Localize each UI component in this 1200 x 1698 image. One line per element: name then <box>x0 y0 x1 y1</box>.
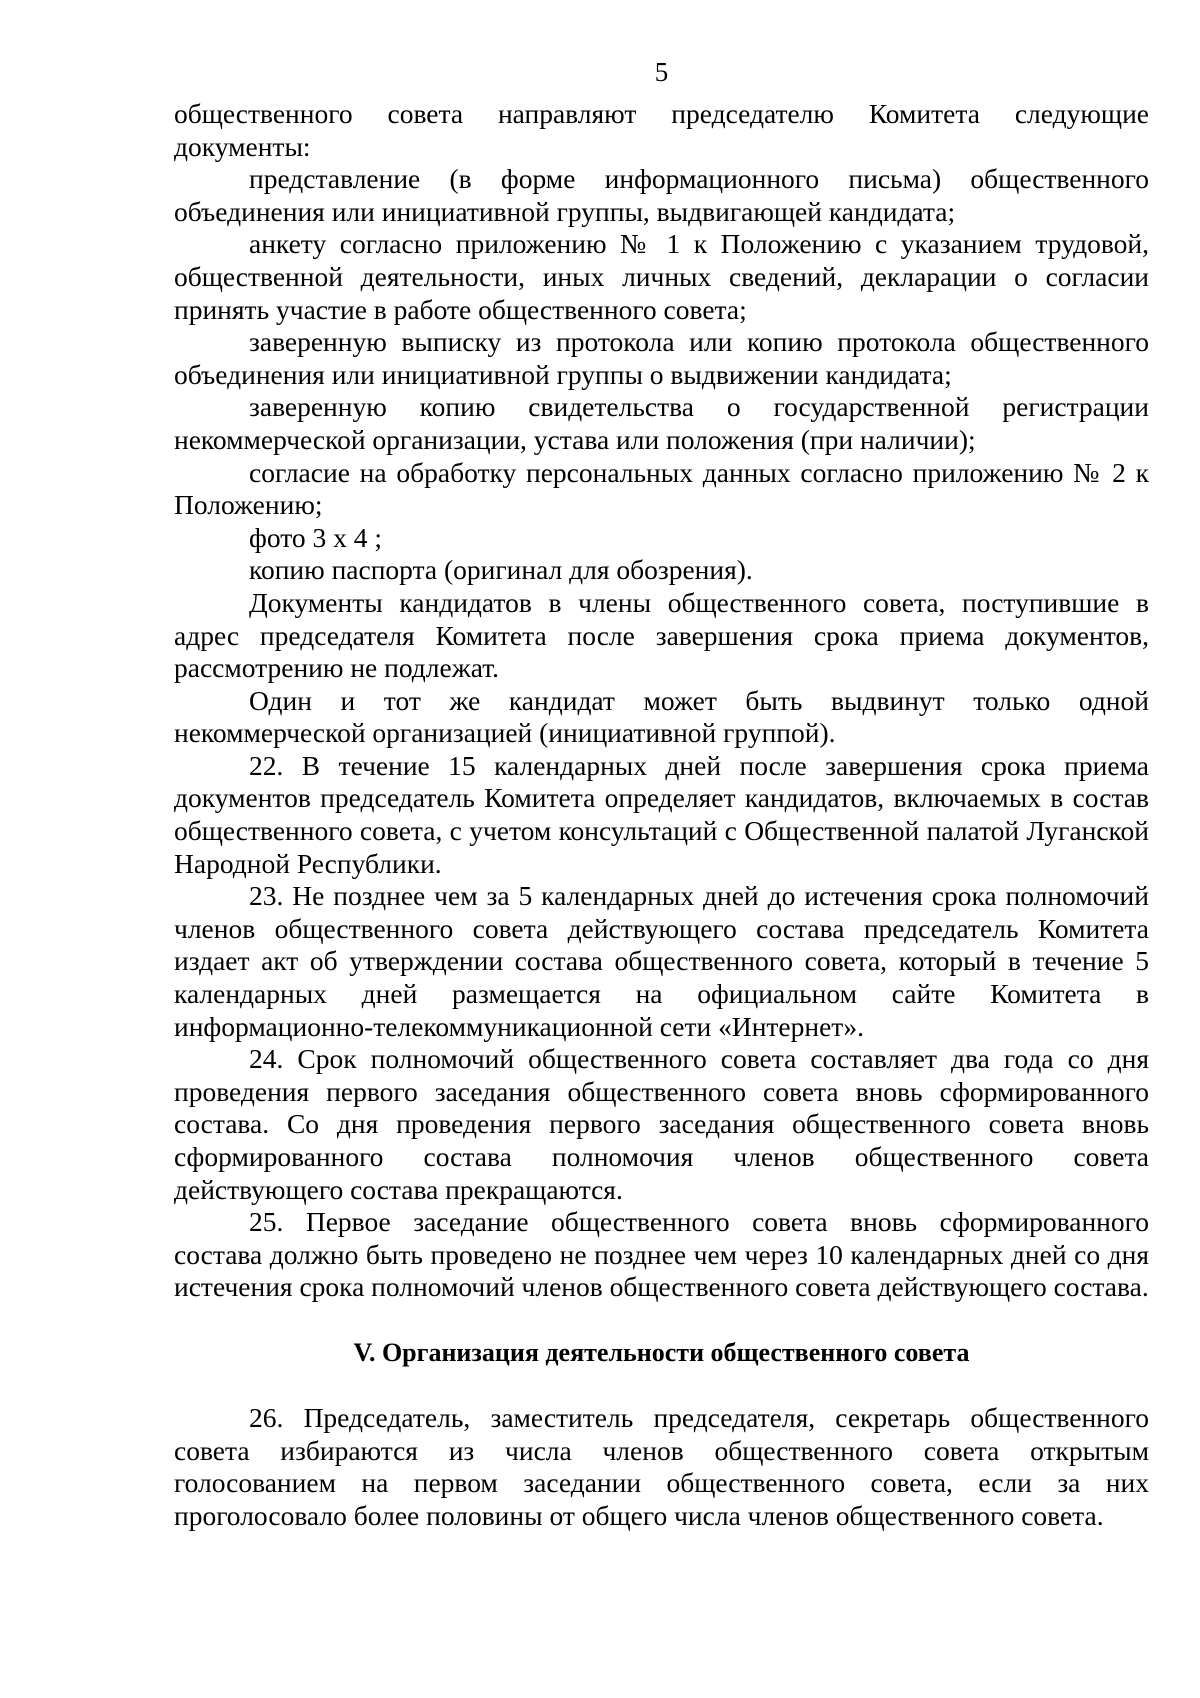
paragraph-protocol-extract: заверенную выписку из протокола или копию протокола общественного объединения или инициативной группы о выдвижении кандидата; <box>174 326 1149 390</box>
paragraph-documents-intro: общественного совета направляют председателю Комитета следующие документы: <box>174 98 1149 162</box>
paragraph-photo: фото 3 х 4 ; <box>249 521 383 553</box>
body-text-after <box>174 1402 1149 1532</box>
paragraph-personal-data-consent: согласие на обработку персональных данных согласно приложению № 2 к Положению; <box>174 456 1149 521</box>
paragraph-item-26: 26. Председатель, заместитель председателя, секретарь общественного совета избираются из числа членов общественного совета открытым голосованием на первом заседании общественного совета, если за них проголосовало более половины от общего числа членов общественного совета. <box>174 1401 1149 1531</box>
paragraph-late-documents: Документы кандидатов в члены общественного совета, поступившие в адрес председателя Комитета после завершения срока приема документов, рассмотрению не подлежат. <box>174 586 1149 684</box>
paragraph-item-22: 22. В течение 15 календарных дней после завершения срока приема документов председатель Комитета определяет кандидатов, включаемых в состав общественного совета, с учетом консультаций с Общественной палатой Луганской Народной Республики. <box>174 749 1149 879</box>
body-text-before <box>174 98 1149 1304</box>
section-heading: V. Организация деятельности общественного совета <box>353 1337 970 1367</box>
paragraph-registration-certificate: заверенную копию свидетельства о государственной регистрации некоммерческой организации, устава или положения (при наличии); <box>174 391 1149 455</box>
paragraph-item-24: 24. Срок полномочий общественного совета составляет два года со дня проведения первого заседания общественного совета вновь сформированного состава. Со дня проведения первого заседания общественного совета вновь сформированного состава полномочия членов общественного совета действующего состава прекращаются. <box>174 1043 1149 1205</box>
paragraph-representation: представление (в форме информационного письма) общественного объединения или инициативной группы, выдвигающей кандидата; <box>174 163 1149 227</box>
page-number: 5 <box>654 57 669 87</box>
paragraph-passport-copy: копию паспорта (оригинал для обозрения). <box>249 554 753 586</box>
paragraph-item-23: 23. Не позднее чем за 5 календарных дней до истечения срока полномочий членов общественного совета действующего состава председатель Комитета издает акт об утверждении состава общественного совета, который в течение 5 календарных дней размещается на официальном сайте Комитета в информационно-телекоммуникационной сети «Интернет». <box>174 880 1149 1042</box>
document-page <box>174 52 1149 1532</box>
paragraph-item-25: 25. Первое заседание общественного совета вновь сформированного состава должно быть проведено не позднее чем через 10 календарных дней со дня истечения срока полномочий членов общественного совета действующего состава. <box>174 1206 1149 1303</box>
paragraph-single-nomination: Один и тот же кандидат может быть выдвинут только одной некоммерческой организацией (инициативной группой). <box>174 684 1149 749</box>
paragraph-questionnaire: анкету согласно приложению № 1 к Положению с указанием трудовой, общественной деятельности, иных личных сведений, декларации о согласии принять участие в работе общественного совета; <box>174 228 1149 325</box>
